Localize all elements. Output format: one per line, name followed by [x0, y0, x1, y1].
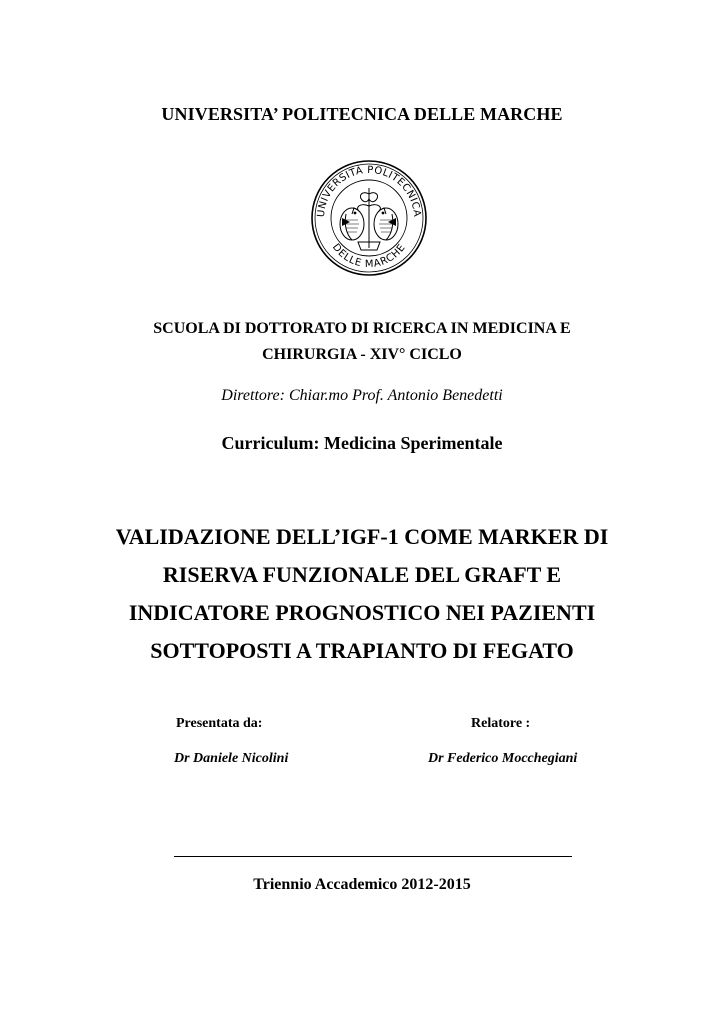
thesis-title-line: VALIDAZIONE DELL’IGF-1 COME MARKER DI	[115, 524, 609, 549]
curriculum-line: Curriculum: Medicina Sperimentale	[221, 433, 503, 453]
doctoral-school	[0, 316, 724, 368]
director-line: Direttore: Chiar.mo Prof. Antonio Benedetti	[221, 387, 503, 404]
university-seal-icon	[300, 158, 438, 278]
thesis-title	[0, 518, 724, 670]
academic-years: Triennio Accademico 2012-2015	[253, 876, 471, 893]
svg-text:UNIVERSITÀ POLITECNICA: UNIVERSITÀ POLITECNICA	[315, 164, 423, 218]
separator-line	[174, 856, 572, 857]
doctoral-school-line-1: SCUOLA DI DOTTORATO DI RICERCA IN MEDICINA E	[153, 320, 571, 337]
doctoral-school-line-2: CHIRURGIA - XIV° CICLO	[262, 346, 462, 363]
presenter-name: Dr Daniele Nicolini	[174, 751, 289, 766]
presenter-label: Presentata da:	[176, 716, 263, 731]
thesis-title-line: INDICATORE PROGNOSTICO NEI PAZIENTI	[128, 600, 596, 625]
thesis-title-line: RISERVA FUNZIONALE DEL GRAFT E	[162, 562, 562, 587]
supervisor-name: Dr Federico Mocchegiani	[428, 751, 578, 766]
svg-text:DELLE MARCHE: DELLE MARCHE	[329, 241, 409, 271]
university-name: UNIVERSITA’ POLITECNICA DELLE MARCHE	[161, 104, 563, 124]
thesis-title-line: SOTTOPOSTI A TRAPIANTO DI FEGATO	[150, 638, 574, 663]
supervisor-label: Relatore :	[471, 716, 531, 731]
